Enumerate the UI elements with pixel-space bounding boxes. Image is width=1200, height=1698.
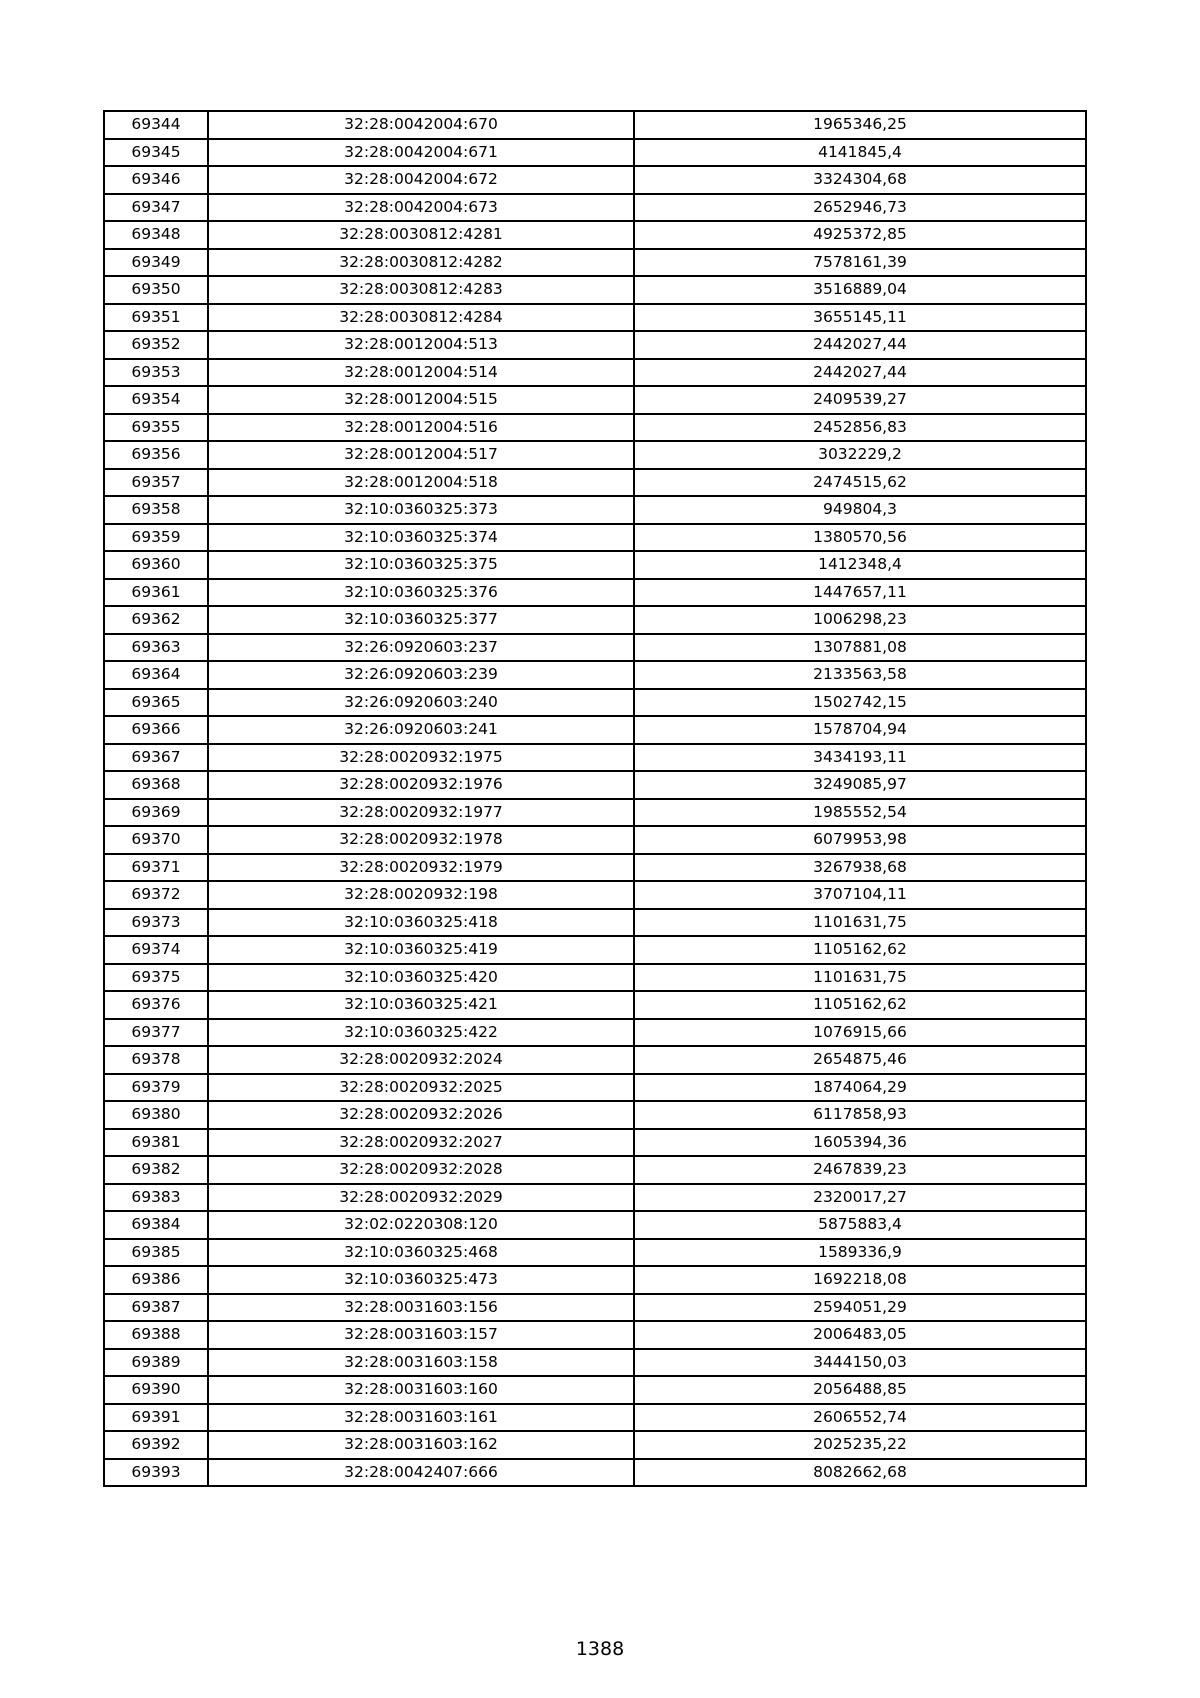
cadastral-number-cell: 32:28:0020932:1978	[208, 826, 634, 854]
cadastral-value-cell: 1502742,15	[634, 689, 1086, 717]
cadastral-number-cell: 32:10:0360325:375	[208, 551, 634, 579]
table-row	[104, 221, 1086, 249]
cadastral-value-cell: 2654875,46	[634, 1046, 1086, 1074]
cadastral-value-cell: 1447657,11	[634, 579, 1086, 607]
cadastral-number-cell: 32:28:0030812:4284	[208, 304, 634, 332]
row-number-cell: 69388	[104, 1321, 208, 1349]
table-row	[104, 1129, 1086, 1157]
row-number-cell: 69368	[104, 771, 208, 799]
table-row	[104, 606, 1086, 634]
row-number-cell: 69359	[104, 524, 208, 552]
cadastral-value-cell: 3267938,68	[634, 854, 1086, 882]
cadastral-value-cell: 1605394,36	[634, 1129, 1086, 1157]
cadastral-number-cell: 32:28:0020932:2029	[208, 1184, 634, 1212]
cadastral-number-cell: 32:28:0042004:670	[208, 111, 634, 139]
cadastral-number-cell: 32:28:0012004:516	[208, 414, 634, 442]
row-number-cell: 69384	[104, 1211, 208, 1239]
table-row	[104, 1046, 1086, 1074]
cadastral-number-cell: 32:28:0031603:162	[208, 1431, 634, 1459]
cadastral-number-cell: 32:28:0020932:1979	[208, 854, 634, 882]
row-number-cell: 69385	[104, 1239, 208, 1267]
row-number-cell: 69393	[104, 1459, 208, 1487]
cadastral-number-cell: 32:10:0360325:419	[208, 936, 634, 964]
cadastral-value-cell: 1307881,08	[634, 634, 1086, 662]
row-number-cell: 69379	[104, 1074, 208, 1102]
row-number-cell: 69347	[104, 194, 208, 222]
cadastral-value-cell: 2452856,83	[634, 414, 1086, 442]
row-number-cell: 69350	[104, 276, 208, 304]
row-number-cell: 69390	[104, 1376, 208, 1404]
cadastral-value-cell: 1589336,9	[634, 1239, 1086, 1267]
cadastral-value-cell: 3516889,04	[634, 276, 1086, 304]
cadastral-number-cell: 32:28:0030812:4282	[208, 249, 634, 277]
cadastral-number-cell: 32:28:0031603:156	[208, 1294, 634, 1322]
cadastral-number-cell: 32:28:0020932:1976	[208, 771, 634, 799]
row-number-cell: 69355	[104, 414, 208, 442]
row-number-cell: 69367	[104, 744, 208, 772]
cadastral-number-cell: 32:28:0030812:4283	[208, 276, 634, 304]
cadastral-number-cell: 32:28:0020932:1975	[208, 744, 634, 772]
row-number-cell: 69349	[104, 249, 208, 277]
table-row	[104, 386, 1086, 414]
cadastral-value-cell: 2320017,27	[634, 1184, 1086, 1212]
cadastral-value-cell: 2409539,27	[634, 386, 1086, 414]
table-row	[104, 276, 1086, 304]
cadastral-number-cell: 32:28:0031603:161	[208, 1404, 634, 1432]
row-number-cell: 69381	[104, 1129, 208, 1157]
row-number-cell: 69358	[104, 496, 208, 524]
table-row	[104, 1294, 1086, 1322]
cadastral-number-cell: 32:02:0220308:120	[208, 1211, 634, 1239]
cadastral-value-cell: 1006298,23	[634, 606, 1086, 634]
table-row	[104, 304, 1086, 332]
table-row	[104, 524, 1086, 552]
row-number-cell: 69346	[104, 166, 208, 194]
cadastral-value-cell: 949804,3	[634, 496, 1086, 524]
cadastral-value-cell: 2133563,58	[634, 661, 1086, 689]
table-row	[104, 936, 1086, 964]
row-number-cell: 69362	[104, 606, 208, 634]
row-number-cell: 69382	[104, 1156, 208, 1184]
table-row	[104, 579, 1086, 607]
table-row	[104, 331, 1086, 359]
cadastral-value-cell: 3324304,68	[634, 166, 1086, 194]
cadastral-number-cell: 32:28:0020932:2026	[208, 1101, 634, 1129]
table-row	[104, 1184, 1086, 1212]
cadastral-value-cell: 2006483,05	[634, 1321, 1086, 1349]
cadastral-number-cell: 32:28:0012004:514	[208, 359, 634, 387]
table-row	[104, 1376, 1086, 1404]
cadastral-value-cell: 6117858,93	[634, 1101, 1086, 1129]
cadastral-value-cell: 2594051,29	[634, 1294, 1086, 1322]
table-row	[104, 194, 1086, 222]
cadastral-value-cell: 1101631,75	[634, 909, 1086, 937]
table-row	[104, 1321, 1086, 1349]
cadastral-number-cell: 32:10:0360325:422	[208, 1019, 634, 1047]
cadastral-value-cell: 1105162,62	[634, 991, 1086, 1019]
cadastral-value-cell: 5875883,4	[634, 1211, 1086, 1239]
cadastral-value-cell: 6079953,98	[634, 826, 1086, 854]
cadastral-number-cell: 32:10:0360325:473	[208, 1266, 634, 1294]
row-number-cell: 69380	[104, 1101, 208, 1129]
cadastral-number-cell: 32:28:0042004:671	[208, 139, 634, 167]
table-row	[104, 469, 1086, 497]
table-row	[104, 359, 1086, 387]
cadastral-value-cell: 1076915,66	[634, 1019, 1086, 1047]
cadastral-number-cell: 32:28:0012004:517	[208, 441, 634, 469]
table-row	[104, 1239, 1086, 1267]
table-row	[104, 964, 1086, 992]
table-row	[104, 799, 1086, 827]
cadastral-number-cell: 32:28:0042004:673	[208, 194, 634, 222]
row-number-cell: 69357	[104, 469, 208, 497]
cadastral-value-cell: 1874064,29	[634, 1074, 1086, 1102]
row-number-cell: 69389	[104, 1349, 208, 1377]
table-row	[104, 909, 1086, 937]
row-number-cell: 69345	[104, 139, 208, 167]
table-row	[104, 991, 1086, 1019]
row-number-cell: 69366	[104, 716, 208, 744]
cadastral-number-cell: 32:28:0042407:666	[208, 1459, 634, 1487]
cadastral-number-cell: 32:28:0020932:198	[208, 881, 634, 909]
row-number-cell: 69364	[104, 661, 208, 689]
cadastral-number-cell: 32:10:0360325:421	[208, 991, 634, 1019]
table-row	[104, 716, 1086, 744]
row-number-cell: 69383	[104, 1184, 208, 1212]
table-row	[104, 634, 1086, 662]
cadastral-number-cell: 32:28:0020932:2024	[208, 1046, 634, 1074]
cadastral-value-cell: 1965346,25	[634, 111, 1086, 139]
row-number-cell: 69360	[104, 551, 208, 579]
cadastral-value-cell: 2467839,23	[634, 1156, 1086, 1184]
cadastral-number-cell: 32:28:0020932:2025	[208, 1074, 634, 1102]
table-body	[104, 111, 1086, 1486]
cadastral-value-cell: 3032229,2	[634, 441, 1086, 469]
cadastral-number-cell: 32:28:0020932:1977	[208, 799, 634, 827]
cadastral-number-cell: 32:10:0360325:418	[208, 909, 634, 937]
cadastral-value-cell: 3655145,11	[634, 304, 1086, 332]
table-row	[104, 771, 1086, 799]
cadastral-number-cell: 32:28:0020932:2028	[208, 1156, 634, 1184]
cadastral-value-cell: 1578704,94	[634, 716, 1086, 744]
cadastral-number-cell: 32:26:0920603:241	[208, 716, 634, 744]
cadastral-number-cell: 32:10:0360325:377	[208, 606, 634, 634]
row-number-cell: 69363	[104, 634, 208, 662]
row-number-cell: 69374	[104, 936, 208, 964]
cadastral-number-cell: 32:28:0012004:513	[208, 331, 634, 359]
cadastral-value-cell: 1985552,54	[634, 799, 1086, 827]
cadastral-value-cell: 2056488,85	[634, 1376, 1086, 1404]
table-row	[104, 826, 1086, 854]
cadastral-number-cell: 32:28:0020932:2027	[208, 1129, 634, 1157]
cadastral-value-cell: 7578161,39	[634, 249, 1086, 277]
cadastral-value-cell: 2025235,22	[634, 1431, 1086, 1459]
row-number-cell: 69365	[104, 689, 208, 717]
row-number-cell: 69352	[104, 331, 208, 359]
cadastral-value-cell: 1101631,75	[634, 964, 1086, 992]
cadastral-value-cell: 3249085,97	[634, 771, 1086, 799]
cadastral-number-cell: 32:10:0360325:374	[208, 524, 634, 552]
table-row	[104, 1266, 1086, 1294]
cadastral-value-cell: 1380570,56	[634, 524, 1086, 552]
table-row	[104, 744, 1086, 772]
table-row	[104, 661, 1086, 689]
table-row	[104, 1019, 1086, 1047]
row-number-cell: 69354	[104, 386, 208, 414]
cadastral-number-cell: 32:26:0920603:237	[208, 634, 634, 662]
row-number-cell: 69372	[104, 881, 208, 909]
cadastral-value-cell: 1105162,62	[634, 936, 1086, 964]
cadastral-value-cell: 8082662,68	[634, 1459, 1086, 1487]
page-number: 1388	[575, 1638, 625, 1660]
table-row	[104, 414, 1086, 442]
table-row	[104, 1349, 1086, 1377]
cadastral-value-cell: 2474515,62	[634, 469, 1086, 497]
cadastral-number-cell: 32:10:0360325:373	[208, 496, 634, 524]
table-row	[104, 854, 1086, 882]
table-row	[104, 441, 1086, 469]
cadastral-value-cell: 3434193,11	[634, 744, 1086, 772]
table-row	[104, 111, 1086, 139]
row-number-cell: 69369	[104, 799, 208, 827]
cadastral-number-cell: 32:28:0031603:157	[208, 1321, 634, 1349]
row-number-cell: 69348	[104, 221, 208, 249]
row-number-cell: 69378	[104, 1046, 208, 1074]
cadastral-number-cell: 32:28:0012004:515	[208, 386, 634, 414]
row-number-cell: 69386	[104, 1266, 208, 1294]
row-number-cell: 69376	[104, 991, 208, 1019]
table-row	[104, 496, 1086, 524]
cadastral-value-cell: 3444150,03	[634, 1349, 1086, 1377]
row-number-cell: 69353	[104, 359, 208, 387]
row-number-cell: 69387	[104, 1294, 208, 1322]
cadastral-number-cell: 32:26:0920603:239	[208, 661, 634, 689]
table-row	[104, 1404, 1086, 1432]
cadastral-value-cell: 2606552,74	[634, 1404, 1086, 1432]
row-number-cell: 69361	[104, 579, 208, 607]
table-row	[104, 1101, 1086, 1129]
table-row	[104, 1459, 1086, 1487]
table-row	[104, 139, 1086, 167]
cadastral-number-cell: 32:28:0012004:518	[208, 469, 634, 497]
cadastral-value-cell: 4141845,4	[634, 139, 1086, 167]
cadastral-value-cell: 1412348,4	[634, 551, 1086, 579]
row-number-cell: 69375	[104, 964, 208, 992]
cadastral-number-cell: 32:10:0360325:376	[208, 579, 634, 607]
cadastral-value-cell: 2442027,44	[634, 331, 1086, 359]
table-row	[104, 1074, 1086, 1102]
table-row	[104, 1431, 1086, 1459]
cadastral-number-cell: 32:28:0042004:672	[208, 166, 634, 194]
cadastral-number-cell: 32:28:0030812:4281	[208, 221, 634, 249]
row-number-cell: 69392	[104, 1431, 208, 1459]
cadastral-value-cell: 2652946,73	[634, 194, 1086, 222]
row-number-cell: 69351	[104, 304, 208, 332]
cadastral-number-cell: 32:28:0031603:158	[208, 1349, 634, 1377]
cadastral-number-cell: 32:10:0360325:468	[208, 1239, 634, 1267]
row-number-cell: 69391	[104, 1404, 208, 1432]
cadastral-value-cell: 4925372,85	[634, 221, 1086, 249]
table-row	[104, 689, 1086, 717]
table-row	[104, 249, 1086, 277]
table-row	[104, 551, 1086, 579]
table-row	[104, 166, 1086, 194]
data-table	[103, 110, 1087, 1487]
row-number-cell: 69377	[104, 1019, 208, 1047]
cadastral-number-cell: 32:26:0920603:240	[208, 689, 634, 717]
row-number-cell: 69356	[104, 441, 208, 469]
row-number-cell: 69344	[104, 111, 208, 139]
table-row	[104, 1211, 1086, 1239]
row-number-cell: 69373	[104, 909, 208, 937]
cadastral-value-cell: 3707104,11	[634, 881, 1086, 909]
cadastral-value-cell: 2442027,44	[634, 359, 1086, 387]
cadastral-number-cell: 32:10:0360325:420	[208, 964, 634, 992]
table-row	[104, 881, 1086, 909]
cadastral-number-cell: 32:28:0031603:160	[208, 1376, 634, 1404]
row-number-cell: 69371	[104, 854, 208, 882]
table-row	[104, 1156, 1086, 1184]
cadastral-value-cell: 1692218,08	[634, 1266, 1086, 1294]
row-number-cell: 69370	[104, 826, 208, 854]
